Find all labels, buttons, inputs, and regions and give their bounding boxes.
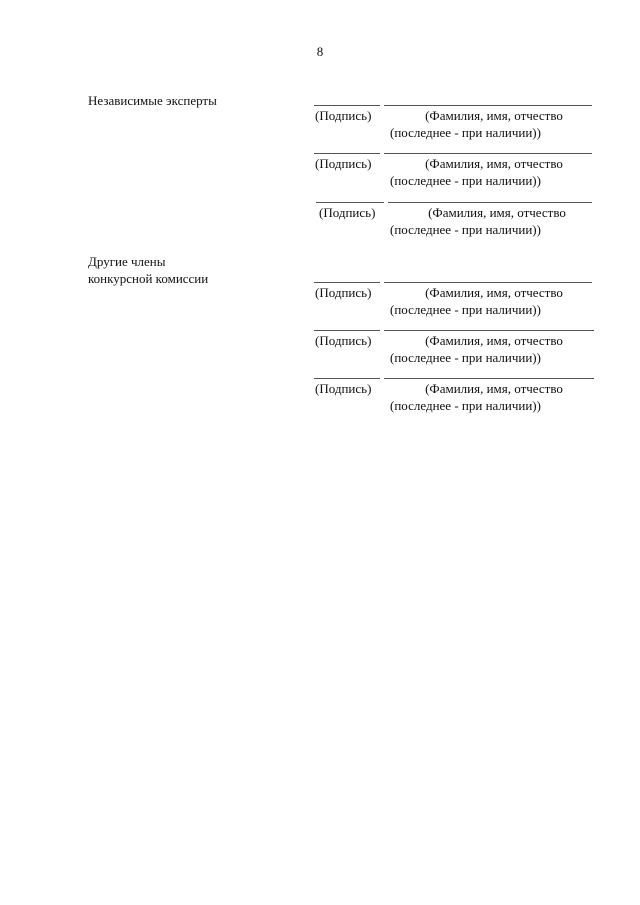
name-caption-line2: (последнее - при наличии)) — [390, 302, 541, 317]
name-caption — [384, 332, 592, 366]
name-line — [384, 153, 592, 154]
signature-line — [314, 282, 380, 283]
name-caption — [384, 107, 592, 141]
name-caption-line1: (Фамилия, имя, отчество — [428, 205, 566, 220]
signature-caption: (Подпись) — [315, 108, 372, 123]
name-caption — [384, 284, 592, 318]
name-caption-line2: (последнее - при наличии)) — [390, 173, 541, 188]
page-number: 8 — [316, 44, 324, 59]
name-caption-line2: (последнее - при наличии)) — [390, 125, 541, 140]
name-caption-line1: (Фамилия, имя, отчество — [425, 333, 563, 348]
name-line — [388, 202, 592, 203]
name-caption-line1: (Фамилия, имя, отчество — [425, 381, 563, 396]
signature-caption: (Подпись) — [315, 333, 372, 348]
section-label-independent-experts — [88, 92, 217, 109]
signature-caption: (Подпись) — [315, 156, 372, 171]
name-caption — [384, 155, 592, 189]
section-label-line: Независимые эксперты — [88, 93, 217, 108]
name-caption-line1: (Фамилия, имя, отчество — [425, 156, 563, 171]
name-line — [384, 378, 594, 379]
name-caption-line1: (Фамилия, имя, отчество — [425, 108, 563, 123]
name-caption-line2: (последнее - при наличии)) — [390, 222, 541, 237]
name-caption-line2: (последнее - при наличии)) — [390, 398, 541, 413]
section-label-line: Другие члены — [88, 254, 166, 269]
name-caption-line1: (Фамилия, имя, отчество — [425, 285, 563, 300]
name-line — [384, 282, 592, 283]
name-caption-line2: (последнее - при наличии)) — [390, 350, 541, 365]
signature-line — [314, 378, 380, 379]
name-caption — [384, 380, 592, 414]
name-line — [384, 105, 592, 106]
signature-caption: (Подпись) — [315, 285, 372, 300]
signature-caption: (Подпись) — [315, 381, 372, 396]
section-label-line: конкурсной комиссии — [88, 271, 209, 286]
signature-line — [314, 153, 380, 154]
name-line — [384, 330, 594, 331]
section-label-other-members — [88, 253, 208, 287]
signature-line — [314, 330, 380, 331]
signature-line — [314, 105, 380, 106]
signature-line — [316, 202, 384, 203]
signature-caption: (Подпись) — [319, 205, 376, 220]
name-caption — [388, 204, 592, 238]
